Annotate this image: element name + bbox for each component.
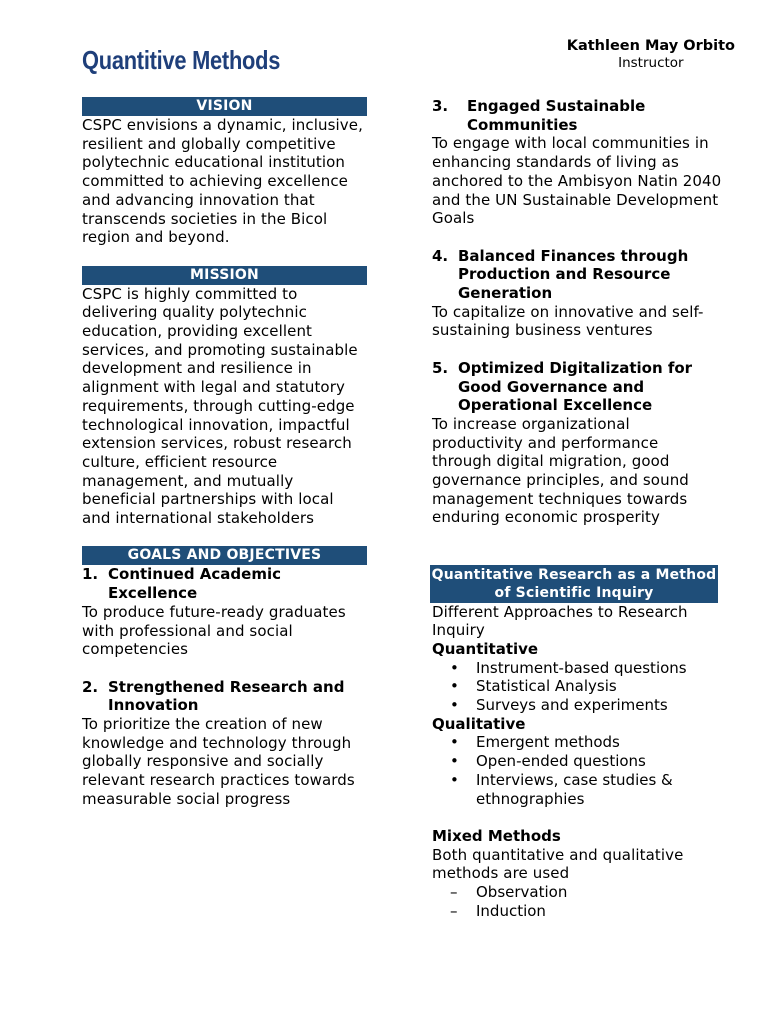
list-item	[432, 733, 722, 752]
bullet-icon: •	[450, 658, 459, 677]
goal-number: 5.	[432, 358, 449, 377]
author-name: Kathleen May Orbito	[566, 38, 735, 54]
list-item	[432, 771, 722, 808]
goal-text: To produce future-ready graduates with professional and social competencies	[82, 602, 346, 659]
bullet-icon: •	[450, 752, 459, 771]
list-item	[432, 659, 722, 678]
goals-heading: GOALS AND OBJECTIVES	[82, 546, 367, 565]
right-column	[432, 97, 722, 920]
left-column	[82, 97, 367, 809]
author-block	[567, 38, 735, 71]
goal-title	[432, 97, 722, 134]
vision-text: CSPC envisions a dynamic, inclusive, resilient and globally competitive polytechnic educational institution committed to achieving excellence and advancing innovation that transcends societies in the Bicol region and beyond.	[82, 116, 363, 247]
goal-title-text: Engaged Sustainable Communities	[467, 97, 646, 134]
goal-title	[82, 678, 367, 715]
list-item-text: Observation	[476, 883, 568, 902]
mixed-methods-list	[432, 883, 722, 920]
dash-icon: –	[450, 883, 458, 902]
mixed-methods-text: Both quantitative and qualitative methods are used	[432, 845, 684, 883]
list-item-text: Interviews, case studies & ethnographies	[476, 770, 673, 808]
bullet-icon: •	[450, 733, 459, 752]
list-item-text: Statistical Analysis	[476, 677, 617, 696]
goal-text: To capitalize on innovative and self-sustaining business ventures	[432, 302, 704, 340]
list-item	[432, 696, 722, 715]
author-role: Instructor	[618, 55, 684, 71]
bullet-icon: •	[450, 677, 459, 696]
list-item-text: Instrument-based questions	[476, 658, 687, 677]
bullet-icon: •	[450, 696, 459, 715]
quantitative-label: Quantitative	[432, 639, 539, 658]
mission-heading: MISSION	[82, 266, 367, 285]
list-item	[432, 902, 722, 921]
goal-text: To engage with local communities in enhancing standards of living as anchored to the Ambisyon Natin 2040 and the UN Sustainable Development Goals	[432, 134, 722, 228]
goal-title-text: Continued Academic Excellence	[108, 565, 281, 603]
goal-number: 3.	[432, 97, 449, 115]
goal-title	[82, 565, 367, 602]
mixed-methods-label: Mixed Methods	[432, 826, 561, 845]
dash-icon: –	[450, 901, 458, 920]
goal-title-text: Optimized Digitalization for Good Governance and Operational Excellence	[458, 358, 693, 415]
goal-title	[432, 247, 722, 303]
goal-number: 2.	[82, 677, 99, 696]
list-item	[432, 752, 722, 771]
list-item-text: Induction	[476, 901, 546, 920]
goal-title	[432, 359, 722, 415]
qualitative-list	[432, 733, 722, 808]
goal-title-text: Strengthened Research and Innovation	[108, 677, 345, 715]
research-intro: Different Approaches to Research Inquiry	[432, 602, 688, 640]
list-item-text: Emergent methods	[476, 733, 620, 752]
goal-number: 4.	[432, 246, 449, 265]
vision-heading: VISION	[82, 97, 367, 116]
list-item	[432, 883, 722, 902]
research-heading: Quantitative Research as a Method of Scientific Inquiry	[431, 566, 717, 601]
mission-text: CSPC is highly committed to delivering quality polytechnic education, providing excellent services, and promoting sustainable development and resilience in alignment with legal and statutory requirements, through cutting-edge technological innovation, impactful extension services, robust research culture, efficient resource management, and mutually beneficial partnerships with local and international stakeholders	[82, 284, 358, 528]
goal-number: 1.	[82, 565, 99, 584]
page-title: Quantitive Methods	[82, 45, 281, 75]
goal-text: To increase organizational productivity and performance through digital migration, good governance principles, and sound management techniques towards enduring economic prosperity	[432, 414, 689, 527]
list-item-text: Open-ended questions	[476, 752, 646, 771]
qualitative-label: Qualitative	[432, 714, 526, 733]
list-item	[432, 677, 722, 696]
goal-title-text: Balanced Finances through Production and Resource Generation	[458, 246, 689, 303]
goal-text: To prioritize the creation of new knowledge and technology through globally responsive and socially relevant research practices towards measurable social progress	[82, 715, 355, 808]
list-item-text: Surveys and experiments	[476, 696, 668, 715]
bullet-icon: •	[450, 770, 459, 789]
quantitative-list	[432, 659, 722, 715]
